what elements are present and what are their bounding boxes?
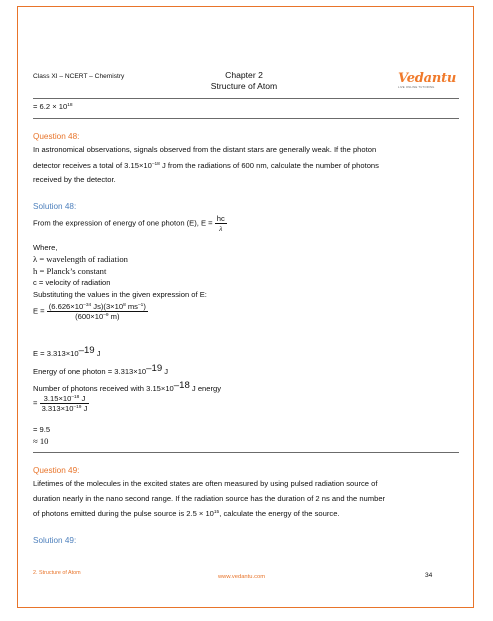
energy-result: $E = 3.313\times 10^{-19}$ J (33, 345, 101, 358)
energy-fraction: $\frac{(6.626\times 10^{-34} Js)(3\times 10^8 ms^{-1})}{(600\times 10^{-9} m)}$ (48, 302, 146, 321)
logo-wordmark: Vedantu (398, 71, 457, 86)
footer-chapter: 2. Structure of Atom (33, 570, 81, 576)
header-chapter (198, 70, 290, 91)
c-definition: c = velocity of radiation (33, 278, 111, 287)
question-49-line: Lifetimes of the molecules in the excited states are often measured by using pulsed radiation source of (33, 479, 378, 488)
question-48-line: In astronomical observations, signals observed from the distant stars are generally weak. If the photon (33, 145, 377, 154)
solution-49-heading: Solution 49: (33, 536, 77, 545)
question-49-line: of photons emitted during the pulse source is $2.5 \times 10^{15}$, calculate the energy of the source. (33, 509, 340, 518)
energy-substitution-equation: E = $\frac{(6.626\times 10^{-34} Js)(3\times 10^8 ms^{-1})}{(600\times 10^{-9} m)}$ (33, 302, 146, 321)
header-class-label: Class XI – NCERT – Chemistry (33, 73, 125, 80)
one-photon-energy: Energy of one photon = $3.313\times 10^{-19}$ J (33, 363, 169, 376)
logo-tagline: LIVE ONLINE TUTORING (398, 85, 435, 89)
photons-received-line: Number of photons received with $3.15\times 10^{-18}$ J energy (33, 380, 222, 393)
result-value: = 9.5 (33, 425, 51, 434)
question-49-heading: Question 49: (33, 466, 80, 475)
vedantu-logo (398, 71, 457, 95)
footer-website-link[interactable]: www.vedantu.com (218, 574, 266, 580)
previous-answer: = $6.2 \times 10^{18}$ (33, 102, 73, 111)
solution-48-heading: Solution 48: (33, 202, 77, 211)
header-divider (33, 98, 459, 99)
section-divider (33, 452, 459, 453)
energy-expression: From the expression of energy of one photon (E), E = $\frac{hc}{\lambda}$ (33, 214, 225, 233)
chapter-number: Chapter 2 (225, 70, 263, 80)
page-number: 34 (425, 572, 433, 579)
question-48-heading: Question 48: (33, 132, 80, 141)
chapter-title: Structure of Atom (210, 81, 278, 91)
section-divider (33, 118, 459, 119)
question-49-line: duration nearly in the nano second range. If the radiation source has the duration of 2 ns and the number (33, 494, 386, 503)
photon-ratio: $\frac{3.15\times 10^{-18} J}{3.313\times 10^{-19} J}$ (41, 394, 88, 413)
question-48-line: detector receives a total of $3.15\times 10^{-18}$ J from the radiations of 600 nm, calculate the number of photons (33, 161, 379, 170)
result-approx: ≈ 10 (33, 436, 49, 446)
substitution-line: Substituting the values in the given expression of E: (33, 290, 207, 299)
hc-over-lambda-fraction: $\frac{hc}{\lambda}$ (216, 214, 225, 233)
h-definition: h = Planck’s constant (33, 266, 107, 276)
where-label: Where, (33, 243, 58, 252)
question-48-line: received by the detector. (33, 175, 116, 184)
photon-count-fraction: = $\frac{3.15\times 10^{-18} J}{3.313\times 10^{-19} J}$ (33, 394, 88, 413)
lambda-definition: λ = wavelength of radiation (33, 254, 128, 264)
